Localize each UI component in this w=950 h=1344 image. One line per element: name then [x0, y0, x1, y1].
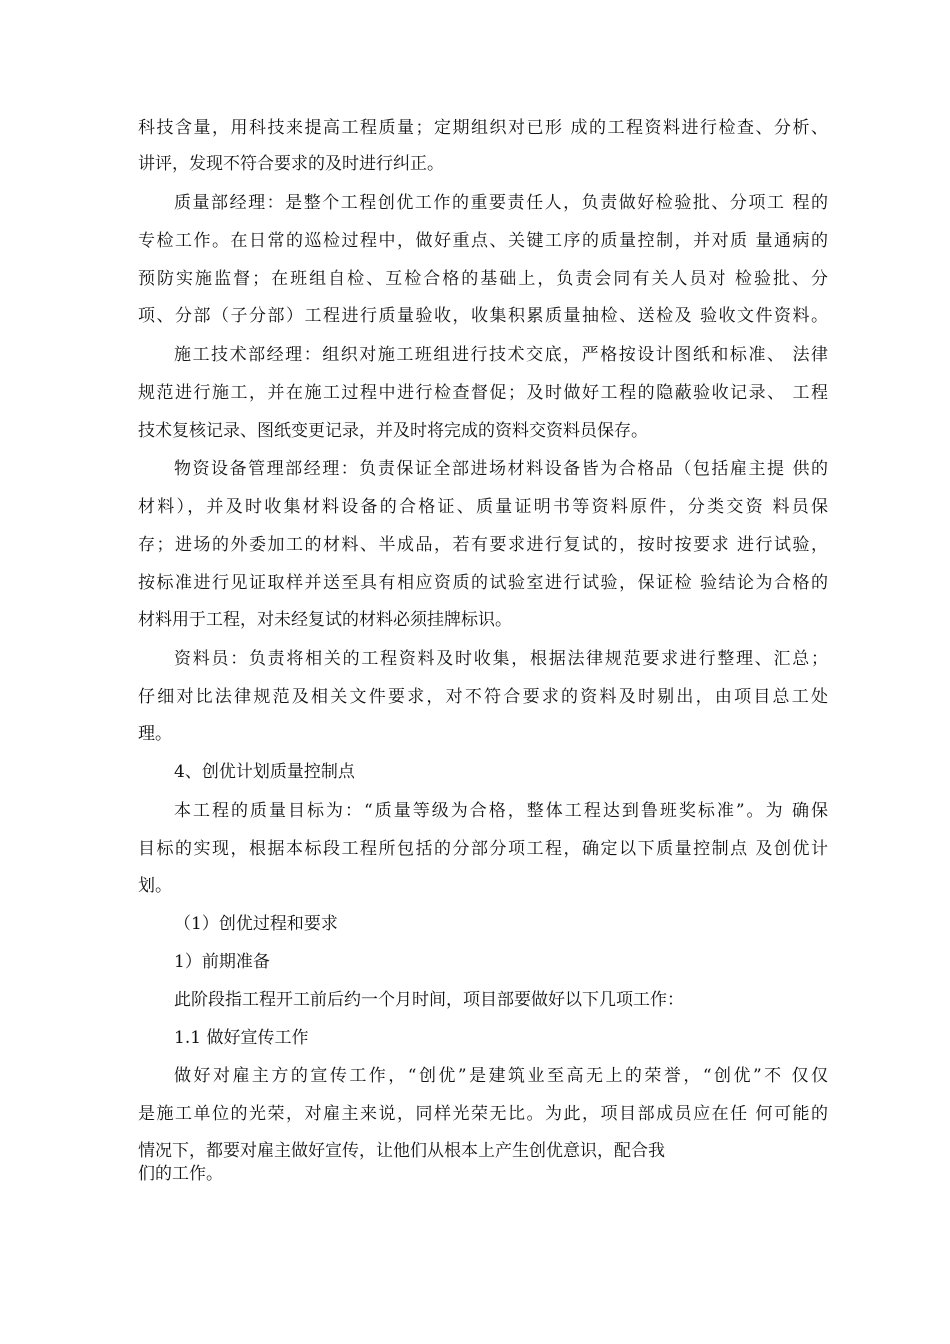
paragraph-line: 物资设备管理部经理：负责保证全部进场材料设备皆为合格品（包括雇主提 供的	[174, 459, 828, 479]
paragraph-line: 质量部经理：是整个工程创优工作的重要责任人，负责做好检验批、分项工 程的	[174, 193, 828, 213]
paragraph-line: 讲评，发现不符合要求的及时进行纠正。	[138, 154, 444, 174]
paragraph-line: 预防实施监督；在班组自检、互检合格的基础上，负责会同有关人员对 检验批、分	[138, 269, 828, 289]
paragraph-line: 项、分部（子分部）工程进行质量验收，收集积累质量抽检、送检及 验收文件资料。	[138, 306, 828, 326]
paragraph-line: 材料），并及时收集材料设备的合格证、质量证明书等资料原件，分类交资 料员保	[138, 497, 828, 517]
subsection-heading: 1.1 做好宣传工作	[174, 1028, 309, 1048]
paragraph-line: 技术复核记录、图纸变更记录，并及时将完成的资料交资料员保存。	[138, 421, 648, 441]
paragraph-line: 理。	[138, 724, 172, 744]
paragraph-line: 施工技术部经理：组织对施工班组进行技术交底，严格按设计图纸和标准、 法律	[174, 345, 828, 365]
paragraph-line: 们的工作。	[138, 1164, 223, 1184]
paragraph-line: 是施工单位的光荣，对雇主来说，同样光荣无比。为此，项目部成员应在任 何可能的	[138, 1104, 828, 1124]
paragraph-line: 本工程的质量目标为：“质量等级为合格，整体工程达到鲁班奖标准”。为 确保	[174, 801, 828, 821]
paragraph-line: 规范进行施工，并在施工过程中进行检查督促；及时做好工程的隐蔽验收记录、 工程	[138, 383, 828, 403]
paragraph-line: 划。	[138, 876, 172, 896]
paragraph-line: 此阶段指工程开工前后约一个月时间，项目部要做好以下几项工作：	[174, 990, 684, 1010]
subsection-heading: 1）前期准备	[174, 952, 270, 972]
paragraph-line: 情况下，都要对雇主做好宣传，让他们从根本上产生创优意识，配合我	[138, 1141, 665, 1161]
paragraph-line: 资料员：负责将相关的工程资料及时收集，根据法律规范要求进行整理、汇总；	[174, 649, 828, 669]
paragraph-line: 材料用于工程，对未经复试的材料必须挂牌标识。	[138, 610, 512, 630]
paragraph-line: 存；进场的外委加工的材料、半成品，若有要求进行复试的，按时按要求 进行试验，	[138, 535, 828, 555]
paragraph-line: 专检工作。在日常的巡检过程中，做好重点、关键工序的质量控制，并对质 量通病的	[138, 231, 828, 251]
paragraph-line: 科技含量，用科技来提高工程质量；定期组织对已形 成的工程资料进行检查、分析、	[138, 118, 828, 138]
paragraph-line: 按标准进行见证取样并送至具有相应资质的试验室进行试验，保证检 验结论为合格的	[138, 573, 828, 593]
paragraph-line: 目标的实现，根据本标段工程所包括的分部分项工程，确定以下质量控制点 及创优计	[138, 839, 828, 859]
paragraph-line: 做好对雇主方的宣传工作，“创优”是建筑业至高无上的荣誉，“创优”不 仅仅	[174, 1066, 828, 1086]
paragraph-line: 仔细对比法律规范及相关文件要求，对不符合要求的资料及时剔出，由项目总工处	[138, 687, 828, 707]
section-heading: 4、创优计划质量控制点	[174, 762, 355, 782]
subsection-heading: （1）创优过程和要求	[174, 914, 338, 934]
